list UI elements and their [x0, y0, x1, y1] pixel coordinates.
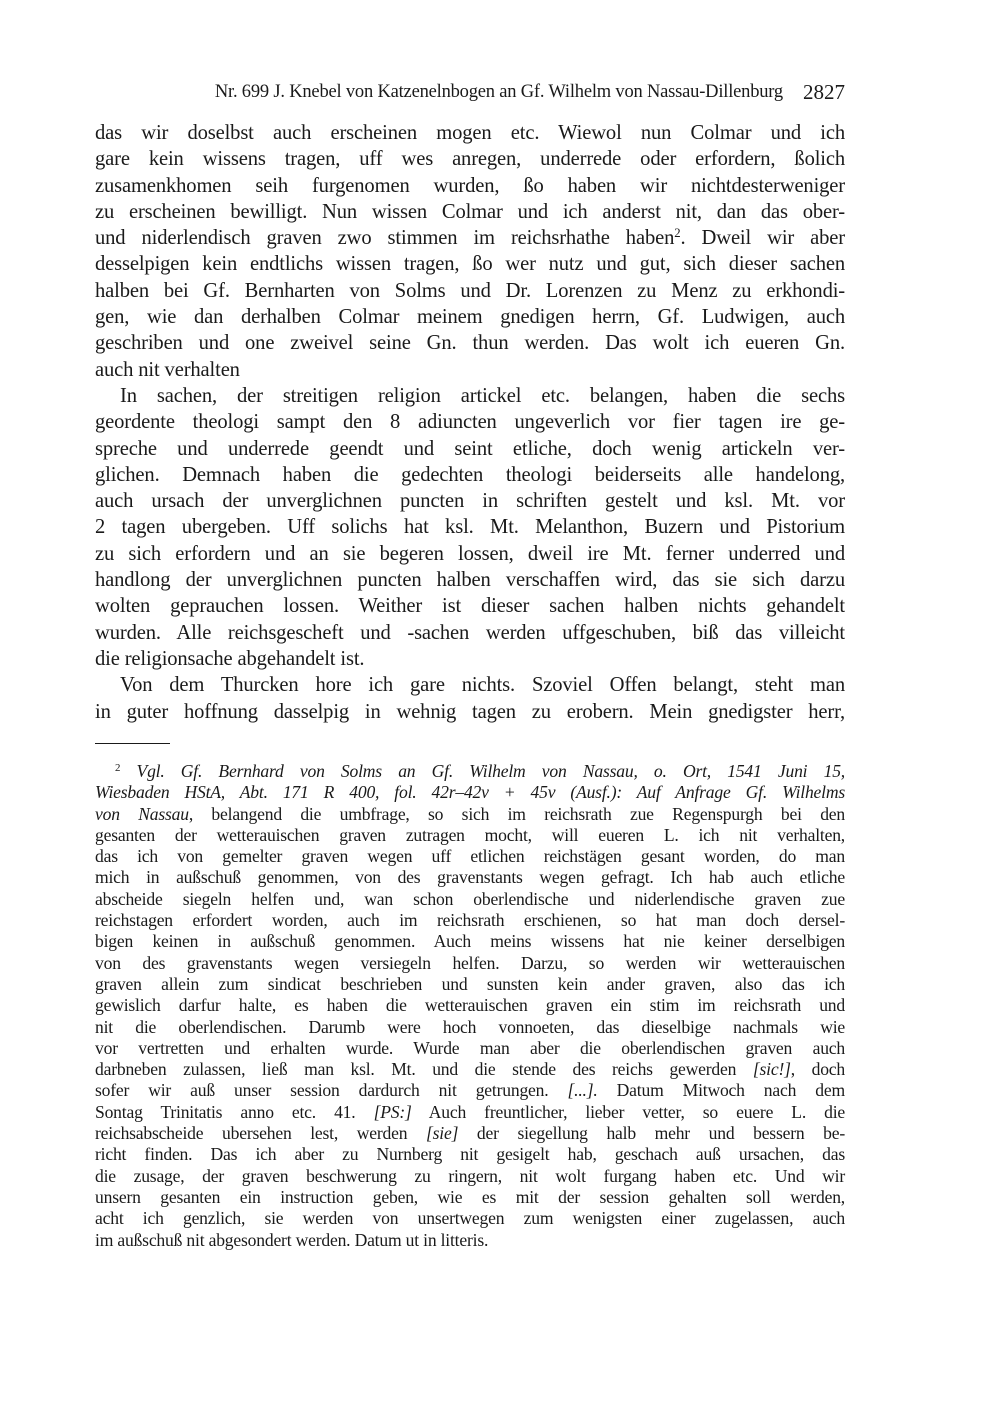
footnote-line [95, 1102, 845, 1123]
text-segment: und niderlendisch graven zwo stimmen im reichsrhathe haben [95, 227, 675, 250]
text-segment: wolten geprauchen lossen. Weither ist dieser sachen halben nichts gehandelt [95, 595, 845, 618]
footnote-line [95, 974, 845, 995]
text-segment: die zusage, der graven beschwerung zu ringern, nit wolt furgang haben etc. Und wir [95, 1165, 845, 1186]
italic-text: [PS:] [373, 1101, 412, 1122]
text-segment: . Dweil wir aber [680, 227, 845, 250]
footnote-line [95, 1230, 845, 1251]
footnote-line [95, 867, 845, 888]
text-segment: bigen keinen in außschuß genommen. Auch meins wissens hat nie keiner derselbigen [95, 931, 845, 952]
text-segment: abscheide siegeln helfen und, wan schon oberlendische und niderlendische graven zue [95, 888, 845, 909]
italic-text: Wiesbaden HStA, Abt. 171 R 400, fol. 42r–42v + 45v (Ausf.): Auf Anfrage Gf. Wilhelms [95, 782, 845, 803]
text-line [95, 278, 845, 304]
text-segment: glichen. Demnach haben die gedechten theologi beiderseits alle handelong, [95, 463, 845, 486]
footnote-line [95, 1038, 845, 1059]
text-segment: im außschuß nit abgesondert werden. Datum ut in litteris. [95, 1229, 489, 1250]
text-segment: gesanten der wetterauischen graven zutragen mocht, will eueren L. ich nit verhalten, [95, 824, 845, 845]
text-segment: mich in außschuß genommen, von des gravenstants wegen gefragt. Ich hab auch etliche [95, 867, 845, 888]
text-segment: handlong der unverglichnen puncten halben verschaffen wird, das sie sich darzu [95, 569, 845, 592]
footnote-line [95, 1059, 845, 1080]
footnote-line [95, 953, 845, 974]
footnote-line [95, 1017, 845, 1038]
text-segment: , belangend die umbfrage, so sich im reichsrath zue Regenspurgh bei den [188, 803, 845, 824]
text-segment: zu erscheinen bewilligt. Nun wissen Colmar und ich anderst nit, dan das ober- [95, 200, 845, 223]
text-line [95, 251, 845, 277]
header-title: Nr. 699 J. Knebel von Katzenelnbogen an Gf. Wilhelm von Nassau-Dillenburg [214, 82, 783, 102]
text-segment: in guter hoffnung dasselpig in wehnig tagen zu erobern. Mein gnedigster herr, [95, 700, 845, 723]
text-line [95, 357, 845, 383]
text-line [95, 225, 845, 251]
footnote-line [95, 931, 845, 952]
text-line [95, 146, 845, 172]
text-line [95, 699, 845, 725]
text-segment: zusamenkhomen seih furgenomen wurden, ßo haben wir nichtdesterweniger [95, 174, 845, 197]
text-segment: darbneben zulassen, ließ man ksl. Mt. und die stende des reichs gewerden [95, 1059, 753, 1080]
footnote-line [95, 804, 845, 825]
footnote-marker: 2 [115, 762, 121, 774]
footnote-line [95, 1080, 845, 1101]
text-segment: der siegellung halb mehr und bessern be- [458, 1123, 846, 1144]
text-segment: 2 tagen ubergeben. Uff solichs hat ksl. Mt. Melanthon, Buzern und Pistorium [95, 516, 845, 539]
running-header [95, 80, 845, 106]
text-segment: Von dem Thurcken hore ich gare nichts. Szoviel Offen belangt, steht man [120, 674, 845, 697]
page-number: 2827 [803, 80, 845, 104]
paragraph [95, 383, 845, 672]
text-line [95, 383, 845, 409]
text-segment: Auch freuntlicher, lieber vetter, so euere L. die [411, 1101, 845, 1122]
text-segment: acht ich genzlich, sie werden von unsertwegen zum wenigsten einer zugelassen, auch [95, 1208, 845, 1229]
footnote-line [95, 846, 845, 867]
text-segment: halben bei Gf. Bernharten von Solms und Dr. Lorenzen zu Menz zu erkhondi- [95, 279, 845, 302]
text-segment: desselpigen kein endtlichs wissen tragen, ßo wer nutz und gut, sich dieser sachen [95, 253, 845, 276]
text-segment: vor vertretten und erhalten wurde. Wurde man aber die oberlendischen graven auch [95, 1037, 845, 1058]
text-segment: geordente theologi sampt den 8 adiuncten ungeverlich vor fier tagen ire ge- [95, 411, 845, 434]
text-segment: sofer wir auß unser session dardurch nit getrungen. [95, 1080, 568, 1101]
text-segment: die religionsache abgehandelt ist. [95, 647, 365, 670]
text-line [95, 199, 845, 225]
italic-text: [sie] [426, 1123, 459, 1144]
italic-text: [sic!] [752, 1059, 791, 1080]
footnote-line [95, 1123, 845, 1144]
text-segment [120, 761, 136, 781]
text-segment: das wir doselbst auch erscheinen mogen etc. Wiewol nun Colmar und ich [95, 122, 845, 144]
text-segment: zu sich erfordern und an sie begeren lossen, dweil ire Mt. ferner underred und [95, 542, 845, 565]
text-line [95, 173, 845, 199]
text-line [95, 620, 845, 646]
text-segment: richt finden. Das ich aber zu Nurnberg nit gesigelt hab, geschach auß ursachen, das [95, 1144, 845, 1165]
text-segment: nit die oberlendischen. Darumb were hoch vonnoeten, das dieselbige nachmals wie [95, 1016, 845, 1037]
text-segment: geschriben und one zweivel seine Gn. thun werden. Das wolt ich eueren Gn. [95, 332, 845, 355]
italic-text: [...]. [567, 1080, 598, 1101]
footnote-line [95, 995, 845, 1016]
text-line [95, 462, 845, 488]
text-line [95, 646, 845, 672]
footnote-line [95, 889, 845, 910]
text-segment: spreche und underrede geendt und seint etliche, doch wenig artickeln ver- [95, 437, 845, 460]
text-line [95, 593, 845, 619]
text-segment: von des gravenstants wegen versiegeln helfen. Darzu, so werden wir wetterauischen [95, 952, 845, 973]
text-segment: , doch [790, 1059, 845, 1080]
text-segment: unsern gesanten ein instruction geben, wie es mit der session gehalten soll werden, [95, 1186, 845, 1207]
italic-text: Vgl. Gf. Bernhard von Solms an Gf. Wilhelm von Nassau, o. Ort, 1541 Juni 15, [136, 761, 845, 781]
footnote-line [95, 1166, 845, 1187]
footnote [95, 761, 845, 1251]
text-segment: auch ursach der unverglichnen puncten in schriften gestelt und ksl. Mt. vor [95, 490, 845, 513]
text-segment: reichstagen erfordert worden, auch im reichsrath erschienen, so hat man doch dersel- [95, 910, 845, 931]
text-line [95, 488, 845, 514]
footnote-line [95, 761, 845, 782]
text-segment: gewislich darfur halte, es haben die wetterauischen graven ein stim im reichsrath und [95, 995, 845, 1016]
italic-text: von Nassau [95, 803, 189, 824]
text-line [95, 304, 845, 330]
footnote-line [95, 1187, 845, 1208]
text-line [95, 436, 845, 462]
text-line [95, 514, 845, 540]
text-segment: das ich von gemelter graven wegen uff etlichen reichstägen gesant worden, do man [95, 846, 845, 867]
text-line [95, 330, 845, 356]
paragraph [95, 672, 845, 725]
text-segment: auch nit verhalten [95, 358, 240, 381]
text-segment: gen, wie dan derhalben Colmar meinem gnedigen herrn, Gf. Ludwigen, auch [95, 306, 845, 329]
paragraph [95, 120, 845, 383]
footnote-line [95, 825, 845, 846]
footnote-line [95, 1208, 845, 1229]
footnote-line [95, 1144, 845, 1165]
main-text [95, 120, 845, 725]
footnote-line [95, 782, 845, 803]
text-segment: In sachen, der streitigen religion artickel etc. belangen, haben die sechs [120, 384, 845, 407]
text-line [95, 541, 845, 567]
text-segment: Sontag Trinitatis anno etc. 41. [95, 1101, 374, 1122]
text-line [95, 672, 845, 698]
text-segment: Datum Mitwoch nach dem [597, 1080, 845, 1101]
text-line [95, 409, 845, 435]
footnote-marker: 2 [674, 226, 681, 241]
text-segment: reichsabscheide ubersehen lest, werden [95, 1123, 426, 1144]
footnote-divider [95, 743, 170, 744]
text-segment: gare kein wissens tragen, uff wes anregen, underrede oder erfordern, ßolich [95, 148, 845, 171]
text-line [95, 567, 845, 593]
text-segment: wurden. Alle reichsgescheft und -sachen werden uffgeschuben, biß das villeicht [95, 621, 845, 644]
text-segment: graven allein zum sindicat beschrieben und sunsten kein ander graven, also das ich [95, 973, 845, 994]
text-line [95, 120, 845, 146]
footnote-line [95, 910, 845, 931]
